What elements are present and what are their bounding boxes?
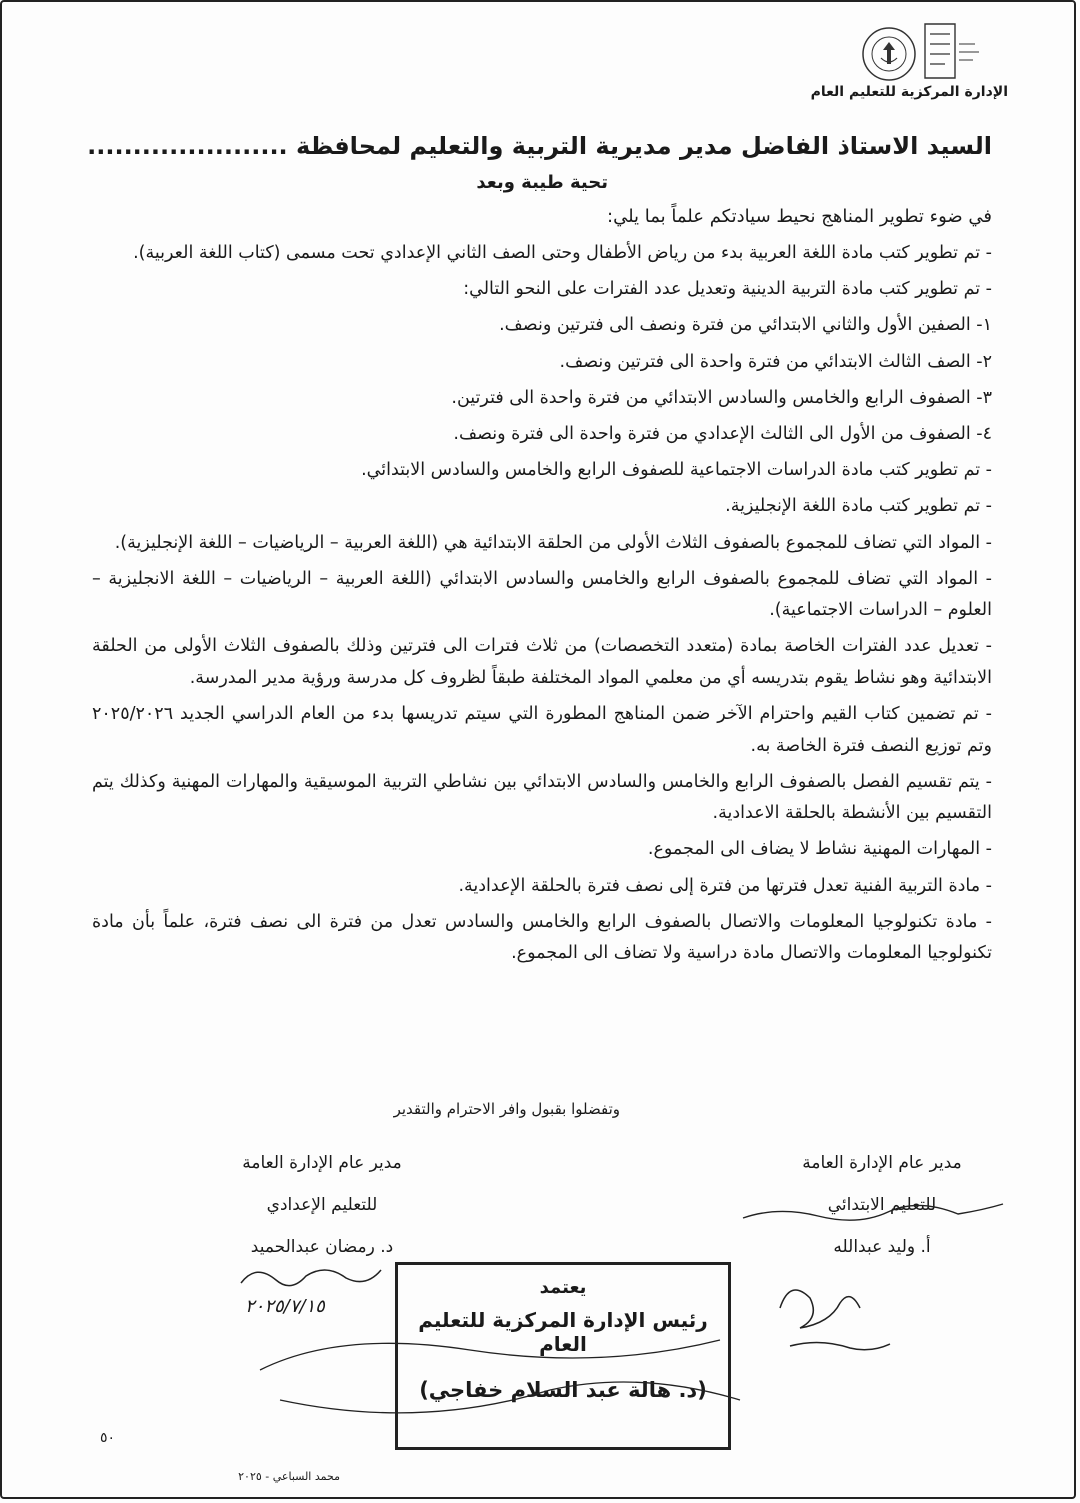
handwritten-signature-icon [236,1258,386,1298]
paragraph: - مادة التربية الفنية تعدل فترتها من فترة إلى نصف فترة بالحلقة الإعدادية. [458,875,992,896]
signer-unit: للتعليم الإعدادي [266,1195,378,1215]
stamp-approve: يعتمد [539,1277,587,1298]
paragraph: ٢- الصف الثالث الابتدائي من فترة واحدة الى فترتين ونصف. [559,351,992,372]
department-name: الإدارة المركزية للتعليم العام [810,84,1008,100]
paragraph: - يتم تقسيم الفصل بالصفوف الرابع والخامس والسادس الابتدائي بين نشاطي التربية الموسيقية والمهارات المهنية وكذلك يتم التقسيم بين الأنشطة بالحلقة الاعدادية. [92,771,992,824]
signer-unit: للتعليم الابتدائي [827,1195,937,1215]
signature-block-preparatory [202,1142,442,1268]
paragraph: ٣- الصفوف الرابع والخامس والسادس الابتدائي من فترة واحدة الى فترتين. [451,387,992,408]
paragraph: - تم تطوير كتب مادة التربية الدينية وتعديل عدد الفترات على النحو التالي: [463,279,992,300]
paragraph: - مادة تكنولوجيا المعلومات والاتصال بالصفوف الرابع والخامس والسادس تعدل من فترة الى نصف فترة، علماً بأن مادة تكنولوجيا المعلومات والاتصال مادة دراسية ولا تضاف الى المجموع. [92,911,992,964]
signer-title: مدير عام الإدارة العامة [802,1153,962,1173]
page-number: ٥٠ [100,1430,116,1446]
paragraph: - تعديل عدد الفترات الخاصة بمادة (متعدد التخصصات) من ثلاث فترات الى فترتين وذلك بالصفوف الثلاث الأولى من الحلقة الابتدائية وهو نشاط يقوم بتدريسه أي من معلمي المواد المختلفة طبقاً لظروف كل مدرسة ورؤية مدير المدرسة. [92,636,992,688]
signer-name: د. رمضان عبدالحميد [250,1237,394,1257]
paragraph: - المواد التي تضاف للمجموع بالصفوف الثلاث الأولى من الحلقة الابتدائية هي (اللغة العربية – الرياضيات – اللغة الإنجليزية). [114,532,992,553]
ministry-logo-icon [835,14,983,88]
signer-name: أ. وليد عبدالله [833,1237,931,1257]
stamp-title: رئيس الإدارة المركزية للتعليم العام [418,1308,708,1356]
footer-note: محمد السباعي - ٢٠٢٥ [238,1470,340,1483]
letter-body [92,238,992,975]
paragraph: - تم تطوير كتب مادة اللغة العربية بدء من رياض الأطفال وحتى الصف الثاني الإعدادي تحت مسمى (كتاب اللغة العربية). [133,243,992,263]
paragraph: - تم تطوير كتب مادة الدراسات الاجتماعية للصفوف الرابع والخامس والسادس الابتدائي. [361,460,992,481]
paragraph: - المهارات المهنية نشاط لا يضاف الى المجموع. [647,839,992,860]
handwritten-date: ٢٠٢٥/٧/١٥ [245,1296,325,1317]
paragraph: ٤- الصفوف من الأول الى الثالث الإعدادي من فترة واحدة الى فترة ونصف. [453,423,992,444]
signer-title: مدير عام الإدارة العامة [242,1153,402,1173]
handwritten-signature-icon [760,1268,910,1358]
addressee: السيد الاستاذ الفاضل مدير مديرية التربية والتعليم لمحافظة ...................... [87,132,992,160]
handwritten-signature-icon [738,1198,1008,1228]
stamp-name: (د. هالة عبد السلام خفاجي) [419,1378,707,1402]
greeting: تحية طيبة وبعد [476,172,608,193]
intro-line: في ضوء تطوير المناهج نحيط سيادتكم علماً بما يلي: [607,206,992,227]
paragraph: - المواد التي تضاف للمجموع بالصفوف الرابع والخامس والسادس الابتدائي (اللغة العربية – الرياضيات – اللغة الانجليزية – العلوم – الدراسات الاجتماعية). [92,568,992,621]
paragraph: - تم تطوير كتب مادة اللغة الإنجليزية. [725,496,992,517]
closing-line: وتفضلوا بقبول وافر الاحترام والتقدير [393,1100,620,1118]
paragraph: - تم تضمين كتاب القيم واحترام الآخر ضمن المناهج المطورة التي سيتم تدريسها بدء من العام الدراسي الجديد ٢٠٢٥/٢٠٢٦ وتم توزيع النصف فترة الخاصة به. [92,704,992,756]
paragraph: ١- الصفين الأول والثاني الابتدائي من فترة ونصف الى فترتين ونصف. [499,315,992,336]
stamp-signature-icon [220,1310,760,1450]
